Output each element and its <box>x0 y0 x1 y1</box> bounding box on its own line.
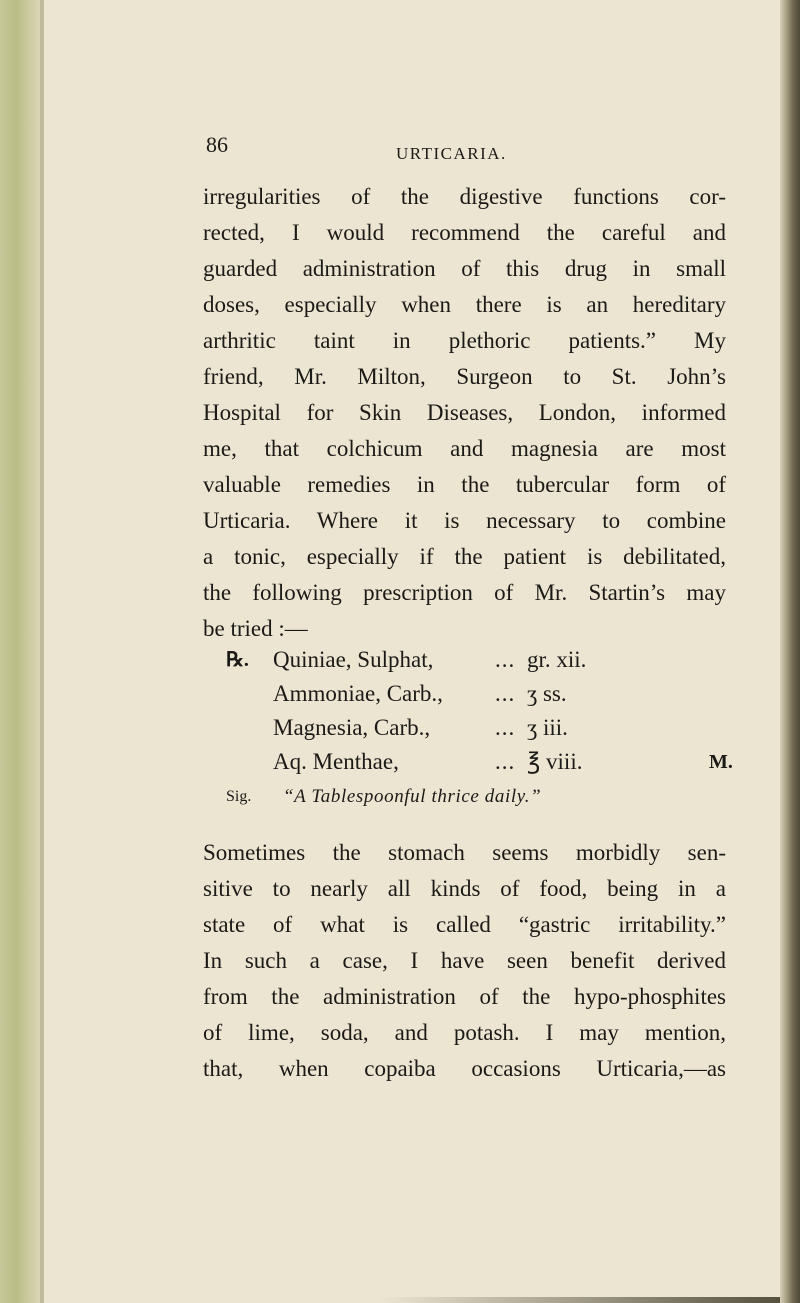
paragraph-top <box>203 179 726 647</box>
text-line: a tonic, especially if the patient is debilitated, <box>203 544 726 569</box>
signa-abbreviation: Sig. <box>226 788 252 805</box>
text-line: Hospital for Skin Diseases, London, informed <box>203 400 726 425</box>
page-number: 86 <box>206 132 228 157</box>
text-line: Sometimes the stomach seems morbidly sen- <box>203 840 726 865</box>
prescription-row <box>226 711 746 745</box>
text-line: irregularities of the digestive functions cor- <box>203 184 726 209</box>
prescription-row <box>226 745 746 779</box>
text-line: that, when copaiba occasions Urticaria,—as <box>203 1056 726 1081</box>
text-line: of lime, soda, and potash. I may mention, <box>203 1020 726 1045</box>
paragraph-bottom <box>203 835 726 1087</box>
text-line: doses, especially when there is an hereditary <box>203 292 726 317</box>
page-bottom-shadow <box>380 1297 780 1303</box>
signa-instruction: “A Tablespoonful thrice daily.” <box>283 786 542 807</box>
leader-dots: ... <box>495 681 516 706</box>
leader-dots: ... <box>495 749 516 774</box>
ingredient-quantity: gr. xii. <box>527 647 587 672</box>
text-line: valuable remedies in the tubercular form of <box>203 472 726 497</box>
book-gutter <box>0 0 44 1303</box>
ingredient-name: Ammoniae, Carb., <box>273 681 443 706</box>
text-line: me, that colchicum and magnesia are most <box>203 436 726 461</box>
text-line: sitive to nearly all kinds of food, being in a <box>203 876 726 901</box>
text-line: Urticaria. Where it is necessary to combine <box>203 508 726 533</box>
ingredient-quantity: ʒ ss. <box>527 681 567 706</box>
text-line: be tried :— <box>203 616 308 641</box>
ingredient-name: Aq. Menthae, <box>273 749 399 774</box>
ingredient-name: Magnesia, Carb., <box>273 715 431 740</box>
misce-symbol: M. <box>709 751 733 773</box>
text-line: rected, I would recommend the careful and <box>203 220 726 245</box>
leader-dots: ... <box>495 715 516 740</box>
ingredient-quantity: ʒ iii. <box>527 715 568 740</box>
ingredient-name: Quiniae, Sulphat, <box>273 647 434 672</box>
running-head: URTICARIA. <box>396 144 507 163</box>
text-line: guarded administration of this drug in small <box>203 256 726 281</box>
page-fore-edge <box>780 0 800 1303</box>
prescription-row <box>226 643 746 677</box>
leader-dots: ... <box>495 647 516 672</box>
text-line: the following prescription of Mr. Startin’s may <box>203 580 726 605</box>
text-line: friend, Mr. Milton, Surgeon to St. John’s <box>203 364 726 389</box>
recipe-symbol: ℞. <box>226 649 249 671</box>
text-line: state of what is called “gastric irritability.” <box>203 912 726 937</box>
text-line: from the administration of the hypo-phosphites <box>203 984 726 1009</box>
text-line: In such a case, I have seen benefit derived <box>203 948 726 973</box>
ingredient-quantity: ℥ viii. <box>527 749 583 774</box>
prescription-row <box>226 677 746 711</box>
text-line: arthritic taint in plethoric patients.” My <box>203 328 726 353</box>
